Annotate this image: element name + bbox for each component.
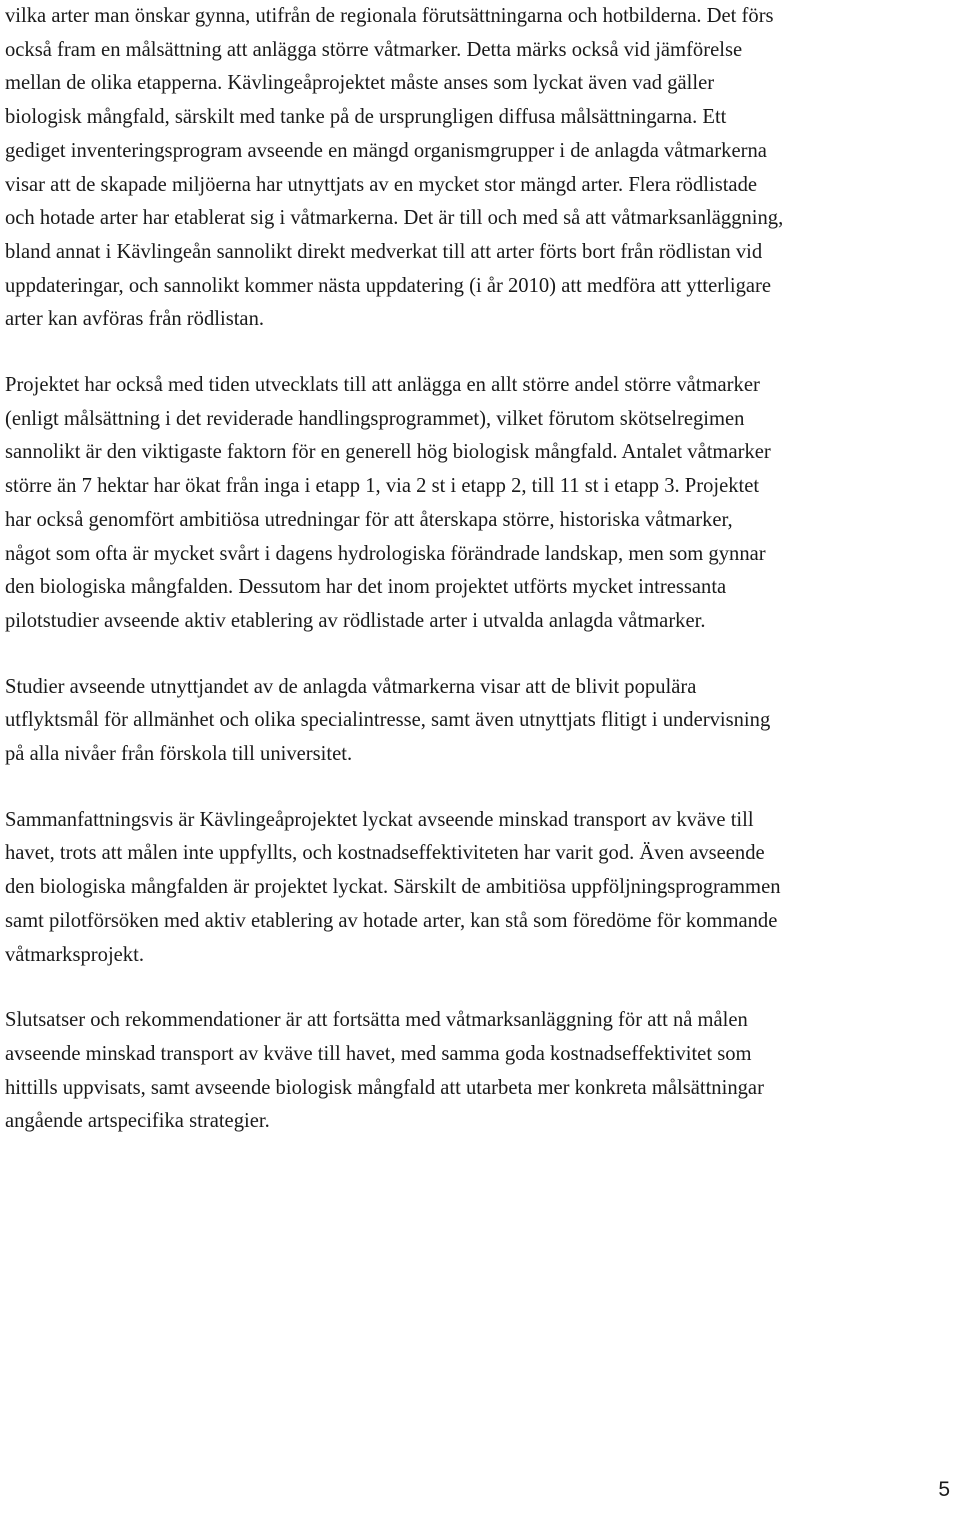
- text-line: havet, trots att målen inte uppfyllts, och kostnadseffektiviteten har varit god. Även avseende: [5, 842, 765, 865]
- text-line: något som ofta är mycket svårt i dagens hydrologiska förändrade landskap, men som gynnar: [5, 542, 766, 565]
- text-line: den biologiska mångfalden är projektet lyckat. Särskilt de ambitiösa uppföljningsprogrammen: [5, 876, 781, 899]
- paragraph-biodiversity: [5, 0, 955, 337]
- text-line: utflyktsmål för allmänhet och olika specialintresse, samt även utnyttjats flitigt i undervisning: [5, 709, 771, 732]
- text-line: Studier avseende utnyttjandet av de anlagda våtmarkerna visar att de blivit populära: [5, 675, 697, 698]
- text-line: mellan de olika etapperna. Kävlingeåprojektet måste anses som lyckat även vad gäller: [5, 72, 715, 95]
- text-line: har också genomfört ambitiösa utredningar för att återskapa större, historiska våtmarker,: [5, 508, 733, 531]
- text-line: bland annat i Kävlingeån sannolikt direkt medverkat till att arter förts bort från rödlistan vid: [5, 240, 763, 263]
- text-line: hittills uppvisats, samt avseende biologisk mångfald att utarbeta mer konkreta målsättningar: [5, 1076, 764, 1099]
- text-line: den biologiska mångfalden. Dessutom har det inom projektet utförts mycket intressanta: [5, 576, 727, 599]
- text-line: pilotstudier avseende aktiv etablering av rödlistade arter i utvalda anlagda våtmarker.: [5, 609, 706, 632]
- text-line: Slutsatser och rekommendationer är att fortsätta med våtmarksanläggning för att nå målen: [5, 1009, 748, 1032]
- text-line: gediget inventeringsprogram avseende en mängd organismgrupper i de anlagda våtmarkerna: [5, 139, 767, 162]
- text-line: biologisk mångfald, särskilt med tanke på de ursprungligen diffusa målsättningarna. Ett: [5, 106, 727, 129]
- text-line: våtmarksprojekt.: [5, 943, 144, 966]
- text-line: visar att de skapade miljöerna har utnyttjats av en mycket stor mängd arter. Flera rödlistade: [5, 173, 758, 196]
- text-line: också fram en målsättning att anlägga större våtmarker. Detta märks också vid jämförelse: [5, 38, 743, 61]
- text-line: större än 7 hektar har ökat från inga i etapp 1, via 2 st i etapp 2, till 11 st i etapp 3. Projektet: [5, 475, 760, 498]
- paragraph-larger-wetlands: [5, 369, 955, 639]
- text-line: avseende minskad transport av kväve till havet, med samma goda kostnadseffektivitet som: [5, 1042, 752, 1065]
- paragraph-usage-studies: [5, 671, 955, 772]
- text-line: arter kan avföras från rödlistan.: [5, 308, 265, 331]
- text-line: på alla nivåer från förskola till universitet.: [5, 743, 353, 766]
- text-line: Sammanfattningsvis är Kävlingeåprojektet lyckat avseende minskad transport av kväve till: [5, 808, 754, 831]
- text-line: (enligt målsättning i det reviderade handlingsprogrammet), vilket förutom skötselregimen: [5, 407, 745, 430]
- page-number: 5: [938, 1478, 950, 1501]
- text-line: uppdateringar, och sannolikt kommer nästa uppdatering (i år 2010) att medföra att ytterligare: [5, 274, 772, 297]
- text-line: angående artspecifika strategier.: [5, 1110, 270, 1133]
- paragraph-conclusions: [5, 1004, 955, 1139]
- text-line: vilka arter man önskar gynna, utifrån de regionala förutsättningarna och hotbilderna. Det förs: [5, 5, 774, 27]
- text-line: sannolikt är den viktigaste faktorn för en generell hög biologisk mångfald. Antalet våtmarker: [5, 441, 771, 464]
- text-line: samt pilotförsöken med aktiv etablering av hotade arter, kan stå som föredöme för kommande: [5, 909, 778, 932]
- paragraph-summary: [5, 804, 955, 973]
- document-page: [5, 0, 955, 1171]
- text-line: och hotade arter har etablerat sig i våtmarkerna. Det är till och med så att våtmarksanläggning,: [5, 207, 784, 230]
- text-line: Projektet har också med tiden utvecklats till att anlägga en allt större andel större våtmarker: [5, 374, 760, 397]
